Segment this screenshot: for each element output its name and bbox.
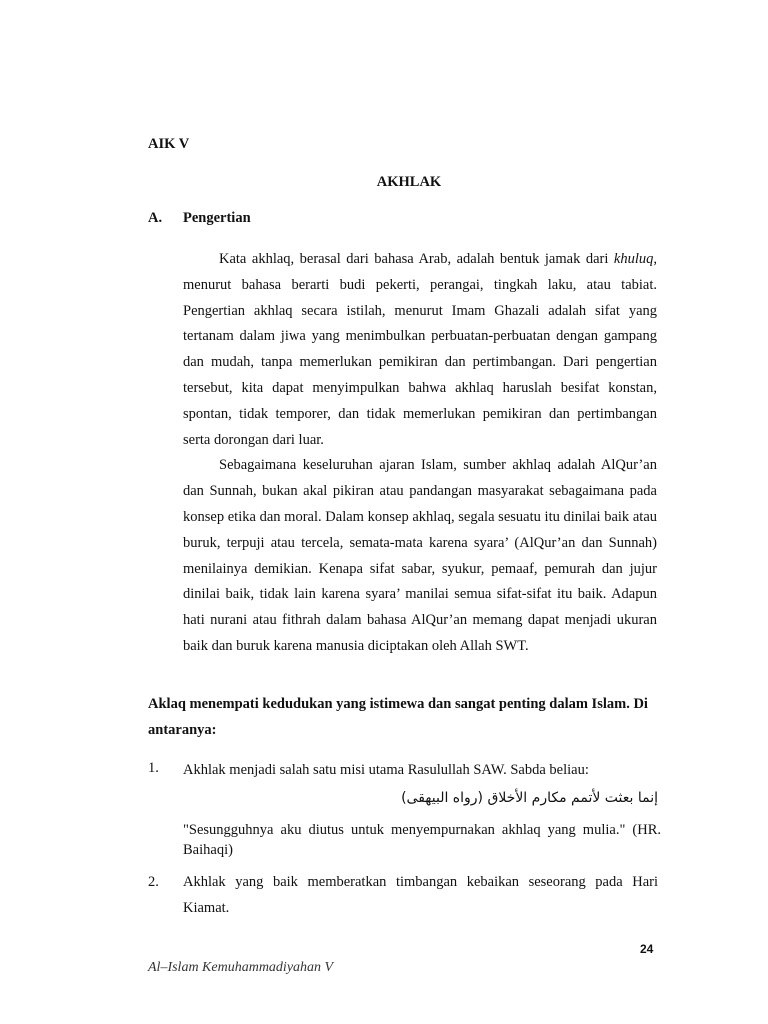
paragraph-2: Sebagaimana keseluruhan ajaran Islam, sumber akhlaq adalah AlQur’an dan Sunnah, bukan akal pikiran atau pandangan masyarakat sebagaimana pada konsep etika dan moral. Dalam konsep akhlaq, segala sesuatu itu dinilai baik atau buruk, terpuji atau tercela, semata-mata karena syara’ (AlQur’an dan Sunnah) menilainya demikian. Kenapa sifat sabar, syukur, pemaaf, pemurah dan jujur dinilai baik, tidak lain karena syara’ manilai semua sifat-sifat itu baik. Adapun hati nurani atau fithrah dalam bahasa AlQur’an memang dapat menjadi ukuran baik dan buruk karena manusia diciptakan oleh Allah SWT. bbox=[183, 457, 657, 654]
list-item-text: Akhlak yang baik memberatkan timbangan kebaikan seseorang pada Hari Kiamat. bbox=[183, 874, 658, 916]
list-item-text: Akhlak menjadi salah satu misi utama Rasulullah SAW. Sabda beliau: bbox=[183, 762, 589, 778]
list-item-number: 1. bbox=[148, 760, 159, 776]
section-title: Pengertian bbox=[183, 210, 251, 226]
subheading: Aklaq menempati kedudukan yang istimewa dan sangat penting dalam Islam. Di antaranya: bbox=[148, 696, 648, 738]
course-label: AIK V bbox=[148, 136, 190, 152]
page-number: 24 bbox=[640, 942, 654, 956]
numbered-list bbox=[148, 760, 661, 922]
paragraph-1-italic-term: khuluq bbox=[613, 251, 654, 267]
list-item-number: 2. bbox=[148, 874, 159, 890]
section-heading bbox=[148, 210, 251, 227]
paragraph-1-text-a: Kata akhlaq, berasal dari bahasa Arab, adalah bentuk jamak dari bbox=[219, 251, 614, 267]
body-paragraphs bbox=[183, 247, 657, 660]
list-item bbox=[148, 760, 661, 860]
paragraph-1-text-b: , menurut bahasa berarti budi pekerti, perangai, tingkah laku, atau tabiat. Pengertian akhlaq secara istilah, menurut Imam Ghazali adalah sifat yang tertanam dalam jiwa yang menimbulkan perbuatan-perbuatan dengan gampang dan mudah, tanpa memerlukan pemikiran dan pertimbangan. Dari pengertian tersebut, kita dapat menyimpulkan bahwa akhlaq haruslah besifat konstan, spontan, tidak temporer, dan tidak memerlukan pemikiran dan pertimbangan serta dorongan dari luar. bbox=[183, 251, 657, 448]
page-title: AKHLAK bbox=[376, 174, 442, 190]
paragraph-1 bbox=[183, 247, 657, 453]
hadith-translation: "Sesungguhnya aku diutus untuk menyempurnakan akhlaq yang mulia." (HR. Baihaqi) bbox=[183, 822, 661, 858]
arabic-hadith: إنما بعثت لأتمم مكارم الأخلاق (رواه البيهقى) bbox=[401, 790, 658, 806]
list-item bbox=[148, 870, 658, 922]
running-footer: Al–Islam Kemuhammadiyahan V bbox=[148, 960, 334, 975]
section-number: A. bbox=[148, 210, 163, 226]
